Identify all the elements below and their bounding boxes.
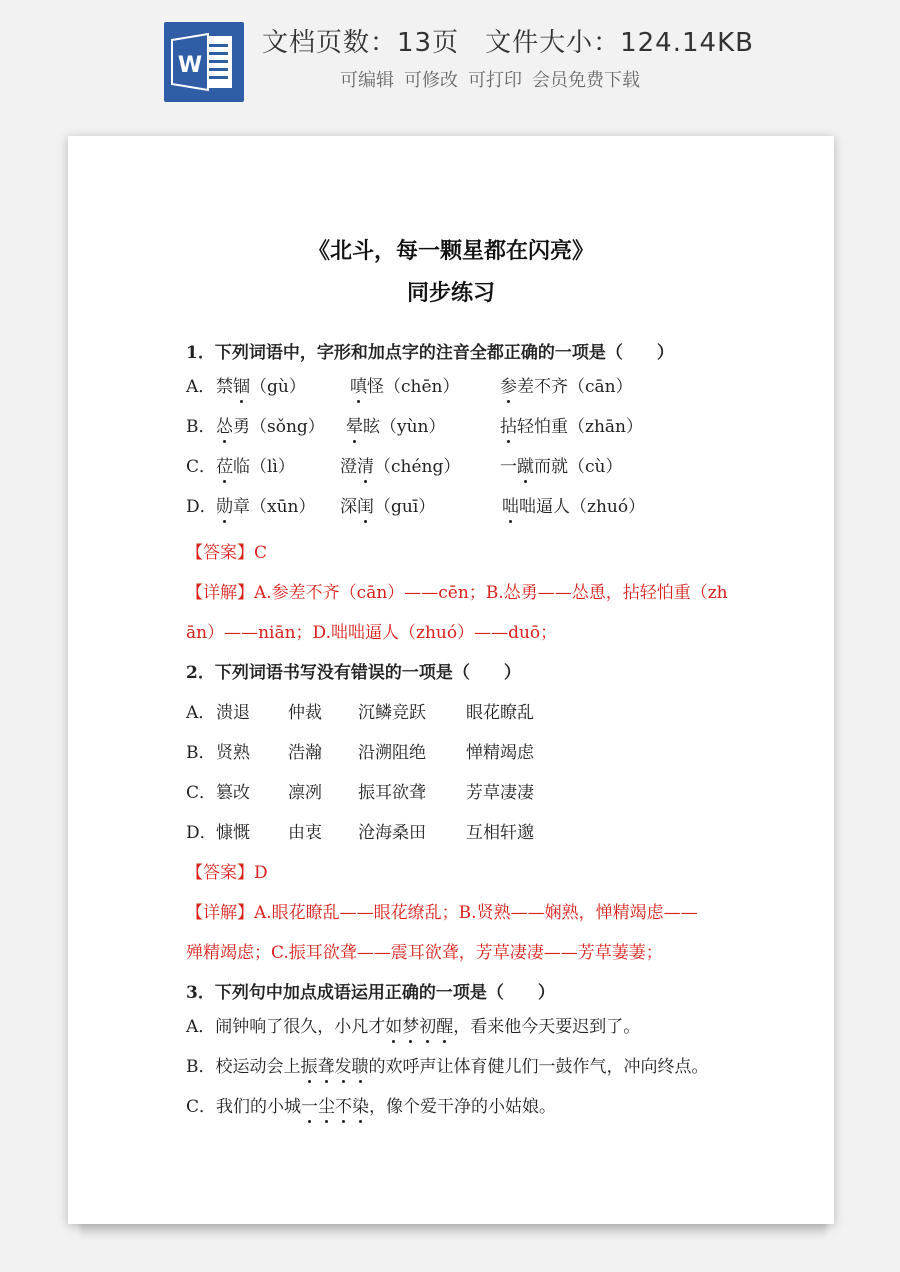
question-3-stem: 3．下列句中加点成语运用正确的一项是（ ） [186,983,555,1003]
question-2-explanation-line-2: 殚精竭虑；C.振耳欲聋——震耳欲聋，芳草凄凄——芳草萋萋； [186,943,663,963]
question-1-explanation-line-1: 【详解】A.参差不齐（cān）——cēn；B.怂勇——怂恿，拈轻怕重（zh [186,583,728,603]
q3-option-a-dotted-idiom: 如梦初醒 [385,1017,454,1037]
q2-option-c-word-1: 篡改 [216,783,250,803]
q1-option-c-item-1: 莅临（lì） [216,457,295,477]
document-subtitle: 同步练习 [406,280,495,306]
feature-printable: 可打印 [468,70,522,91]
q1-option-b-label: B． [186,417,216,437]
q2-option-c-word-3: 振耳欲聋 [358,783,426,803]
question-2-explanation-line-1: 【详解】A.眼花瞭乱——眼花缭乱；B.贤熟——娴熟，惮精竭虑—— [186,903,698,923]
q1-option-a-item-2: 嗔怪（chēn） [350,377,460,397]
question-2-stem: 2．下列词语书写没有错误的一项是（ ） [186,663,521,683]
q2-option-a-word-1: 溃退 [216,703,250,723]
q2-option-c-word-2: 凛冽 [288,783,322,803]
q2-option-b-word-3: 沿溯阻绝 [358,743,426,763]
q1-option-b-item-3: 拈轻怕重（zhān） [500,417,643,437]
file-stats [262,22,754,59]
q2-option-c-word-4: 芳草凄凄 [466,783,534,803]
feature-editable: 可编辑 [340,70,394,91]
q2-option-d-word-4: 互相轩邈 [466,823,534,843]
q2-option-d-word-2: 由衷 [288,823,322,843]
feature-list [340,66,650,92]
q1-option-c-item-2: 澄清（chéng） [340,457,461,477]
q2-option-d-word-1: 慷慨 [216,823,250,843]
q1-option-c-item-3: 一蹴而就（cù） [500,457,623,477]
file-size: 文件大小：124.14KB [485,28,754,58]
q2-option-c-label: C． [186,783,217,803]
document-page [68,136,834,1224]
q3-option-b: B．校运动会上振聋发聩的欢呼声让体育健儿们一鼓作气，冲向终点。 [186,1057,709,1077]
svg-text:W: W [177,53,203,78]
paper-shadow [80,1222,826,1240]
document-title: 《北斗，每一颗星都在闪亮》 [307,238,594,264]
q1-option-a-label: A． [186,377,216,397]
q3-option-c-dotted-idiom: 一尘不染 [301,1097,370,1117]
file-info-header [0,0,900,120]
q2-option-b-word-2: 浩瀚 [288,743,322,763]
q2-option-a-word-2: 仲裁 [288,703,322,723]
page-count: 文档页数：13页 [262,28,460,58]
q2-option-a-label: A． [186,703,216,723]
q1-option-d-label: D． [186,497,217,517]
question-1-stem: 1．下列词语中，字形和加点字的注音全都正确的一项是（ ） [186,343,674,363]
feature-modifiable: 可修改 [404,70,458,91]
q1-option-d-item-2: 深闺（guī） [340,497,436,517]
q1-option-b-item-1: 怂勇（sǒng） [216,417,325,437]
question-1-explanation-line-2: ān）——niān；D.咄咄逼人（zhuó）——duō； [186,623,558,643]
q2-option-a-word-4: 眼花瞭乱 [466,703,534,723]
q3-option-b-dotted-idiom: 振聋发聩 [300,1057,369,1077]
q1-option-a-item-3: 参差不齐（cān） [500,377,633,397]
question-1-answer: 【答案】C [186,543,268,563]
q2-option-d-label: D． [186,823,217,843]
q1-option-d-item-3: 咄咄逼人（zhuó） [502,497,646,517]
question-2-answer: 【答案】D [186,863,268,883]
q1-option-b-item-2: 晕眩（yùn） [346,417,446,437]
q1-option-d-item-1: 勋章（xūn） [216,497,316,517]
feature-member-download: 会员免费下载 [532,70,640,91]
q2-option-d-word-3: 沧海桑田 [358,823,426,843]
q3-option-c: C．我们的小城一尘不染，像个爱干净的小姑娘。 [186,1097,557,1117]
q2-option-b-label: B． [186,743,216,763]
q3-option-a: A．闹钟响了很久，小凡才如梦初醒，看来他今天要迟到了。 [186,1017,641,1037]
q2-option-b-word-1: 贤熟 [216,743,250,763]
q2-option-b-word-4: 惮精竭虑 [466,743,534,763]
q2-option-a-word-3: 沉鳞竞跃 [358,703,426,723]
q1-option-a-item-1: 禁锢（gù） [216,377,306,397]
q1-option-c-label: C． [186,457,217,477]
word-document-icon [164,22,244,102]
